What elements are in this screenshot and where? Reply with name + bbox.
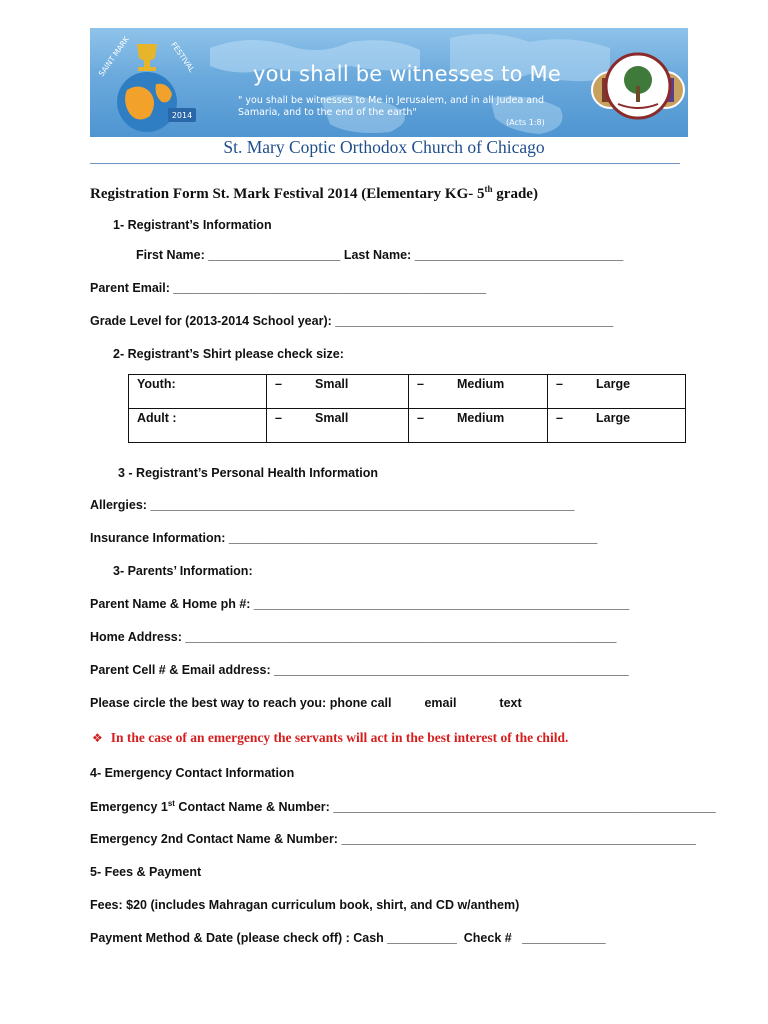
contact-option-email[interactable]: email bbox=[424, 696, 457, 710]
diamond-bullet-icon: ❖ bbox=[92, 731, 103, 745]
allergies-label: Allergies: bbox=[90, 498, 151, 512]
size-row-label: Adult : bbox=[129, 409, 267, 443]
last-name-label: Last Name: bbox=[340, 248, 415, 262]
svg-text:FESTIVAL: FESTIVAL bbox=[169, 40, 197, 74]
home-address-field[interactable]: ______________________________________________________________ bbox=[185, 630, 617, 644]
size-option-youth-small[interactable]: – Small bbox=[267, 375, 409, 409]
check-label: Check # bbox=[456, 931, 523, 945]
contact-preference-row bbox=[90, 696, 522, 710]
emergency-contact-1-field[interactable]: _______________________________________________________ bbox=[333, 800, 716, 815]
fees-text: Fees: $20 (includes Mahragan curriculum book, shirt, and CD w/anthem) bbox=[90, 898, 520, 912]
emergency-contact-2-field[interactable]: ___________________________________________________ bbox=[341, 832, 697, 846]
svg-text:SAINT MARK: SAINT MARK bbox=[96, 34, 131, 79]
emergency-contact-1-row bbox=[90, 799, 716, 814]
emergency-note: In the case of an emergency the servants will act in the best interest of the child. bbox=[110, 730, 569, 745]
home-address-row bbox=[90, 630, 616, 644]
check-number-field[interactable]: ____________ bbox=[522, 931, 606, 945]
section-registrant-info-heading: 1- Registrant’s Information bbox=[113, 218, 272, 232]
form-title: Registration Form St. Mark Festival 2014 (Elementary KG- 5th grade) bbox=[90, 184, 538, 202]
contact-preference-label: Please circle the best way to reach you: bbox=[90, 696, 330, 710]
parent-cell-row bbox=[90, 663, 629, 677]
insurance-row bbox=[90, 531, 597, 545]
banner-headline: you shall be witnesses to Me bbox=[253, 62, 561, 86]
size-option-adult-large[interactable]: – Large bbox=[548, 409, 686, 443]
size-option-adult-small[interactable]: – Small bbox=[267, 409, 409, 443]
banner-verse: " you shall be witnesses to Me in Jerusalem, and in all Judea and Samaria, and to the end of the earth" bbox=[238, 95, 545, 118]
parent-name-field[interactable]: ______________________________________________________ bbox=[253, 597, 630, 611]
shirt-size-table bbox=[128, 374, 686, 443]
insurance-label: Insurance Information: bbox=[90, 531, 229, 545]
festival-year: 2014 bbox=[171, 111, 193, 120]
emergency-contact-2-row bbox=[90, 832, 696, 846]
section-health-heading: 3 - Registrant’s Personal Health Information bbox=[118, 466, 379, 480]
first-name-field[interactable]: ___________________ bbox=[208, 248, 341, 262]
table-row bbox=[129, 409, 686, 443]
parent-email-label: Parent Email: bbox=[90, 281, 174, 295]
parent-name-row bbox=[90, 597, 629, 611]
insurance-field[interactable]: _____________________________________________________ bbox=[228, 531, 598, 545]
church-seal-logo bbox=[590, 46, 686, 128]
cash-field[interactable]: __________ bbox=[387, 931, 457, 945]
festival-banner bbox=[90, 28, 688, 137]
section-shirt-heading: 2- Registrant’s Shirt please check size: bbox=[113, 347, 344, 361]
saint-mark-festival-logo bbox=[92, 32, 202, 136]
parent-cell-label: Parent Cell # & Email address: bbox=[90, 663, 275, 677]
contact-option-text[interactable]: text bbox=[499, 696, 522, 710]
contact-option-phone[interactable]: phone call bbox=[329, 696, 392, 710]
size-option-youth-large[interactable]: – Large bbox=[548, 375, 686, 409]
grade-level-label: Grade Level for (2013-2014 School year): bbox=[90, 314, 336, 328]
parent-name-label: Parent Name & Home ph #: bbox=[90, 597, 254, 611]
last-name-field[interactable]: ______________________________ bbox=[414, 248, 624, 262]
payment-method-label: Payment Method & Date (please check off) : Cash bbox=[90, 931, 388, 945]
banner-verse-reference: (Acts 1:8) bbox=[506, 118, 545, 127]
emergency-contact-1-label: Emergency 1st Contact Name & Number: bbox=[90, 799, 334, 815]
payment-row bbox=[90, 931, 606, 945]
allergies-row bbox=[90, 498, 575, 512]
size-row-label: Youth: bbox=[129, 375, 267, 409]
section-fees-heading: 5- Fees & Payment bbox=[90, 865, 202, 879]
allergies-field[interactable]: _____________________________________________________________ bbox=[150, 498, 575, 512]
section-parents-heading: 3- Parents’ Information: bbox=[113, 564, 253, 578]
emergency-contact-2-label: Emergency 2nd Contact Name & Number: bbox=[90, 832, 342, 846]
parent-email-row bbox=[90, 281, 486, 295]
size-option-youth-medium[interactable]: – Medium bbox=[409, 375, 548, 409]
grade-level-field[interactable]: ________________________________________ bbox=[335, 314, 614, 328]
parent-email-field[interactable]: _____________________________________________ bbox=[173, 281, 487, 295]
church-name-heading: St. Mary Coptic Orthodox Church of Chicago bbox=[223, 137, 545, 157]
size-option-adult-medium[interactable]: – Medium bbox=[409, 409, 548, 443]
header-divider bbox=[90, 163, 680, 164]
first-name-label: First Name: bbox=[136, 248, 209, 262]
parent-cell-field[interactable]: ___________________________________________________ bbox=[274, 663, 629, 677]
table-row bbox=[129, 375, 686, 409]
grade-level-row bbox=[90, 314, 613, 328]
name-row bbox=[136, 248, 623, 262]
home-address-label: Home Address: bbox=[90, 630, 186, 644]
emergency-note-row bbox=[92, 730, 568, 746]
section-emergency-heading: 4- Emergency Contact Information bbox=[90, 766, 295, 780]
